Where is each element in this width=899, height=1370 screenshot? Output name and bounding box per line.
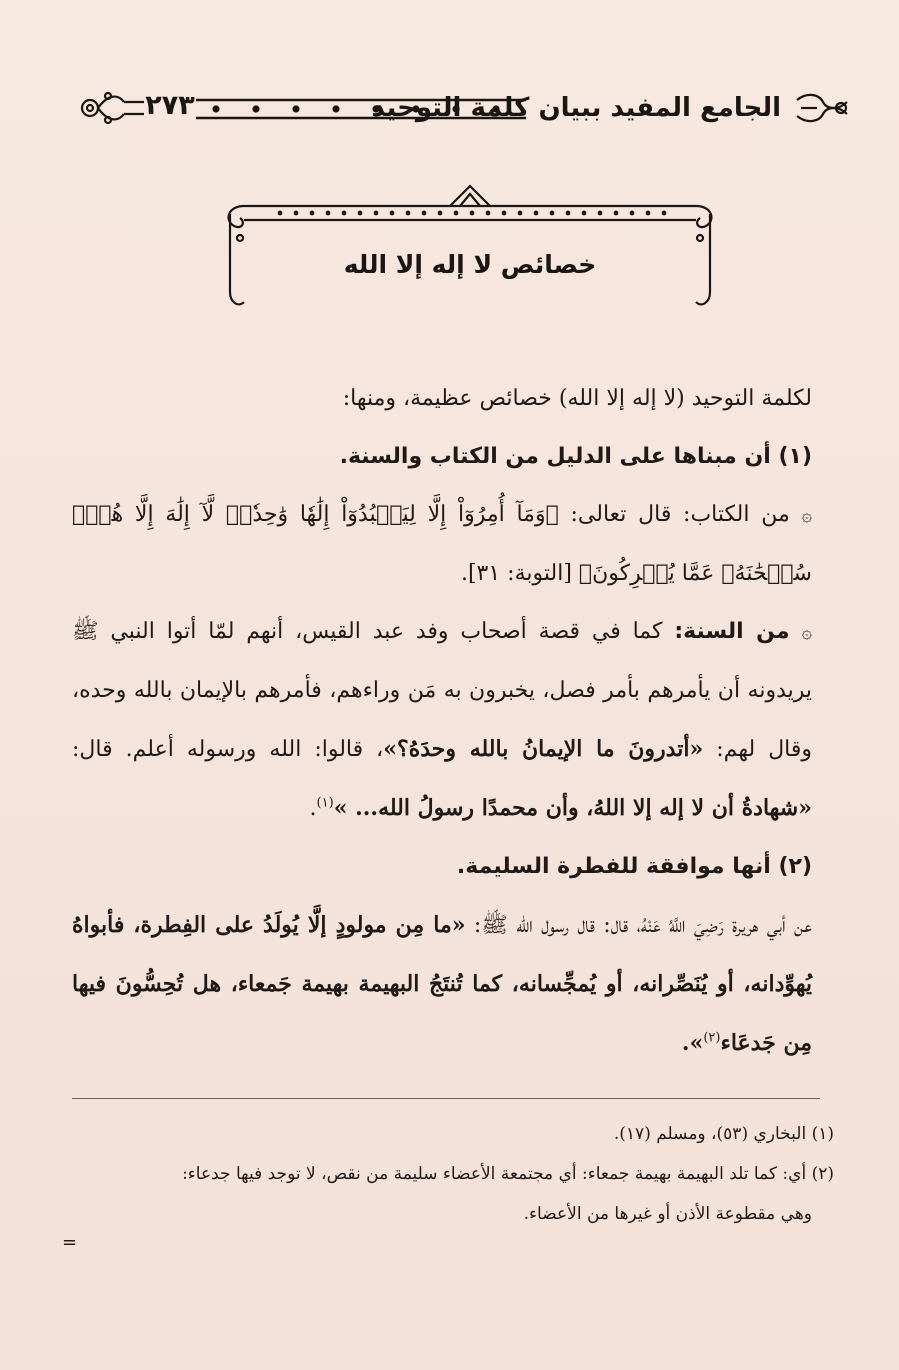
- sunnah-evidence-label: من السنة:: [674, 619, 790, 644]
- sunnah-evidence-paragraph: [72, 603, 834, 838]
- running-header: [78, 82, 853, 134]
- sunnah-end: .: [309, 796, 317, 821]
- quran-verse-part-2: إِلَٰهَ إِلَّا هُوَۚ سُبۡحَٰنَهُۥ عَمَّا يُشۡرِكُونَ﴾: [72, 502, 812, 586]
- footnotes: [72, 1114, 834, 1234]
- footnote-1: (١) البخاري (٥٣)، ومسلم (١٧).: [613, 1124, 834, 1144]
- chapter-title-frame: [220, 180, 720, 315]
- fitra-end: ».: [681, 1030, 704, 1056]
- body-text: [72, 370, 834, 1073]
- chapter-title: خصائص لا إله إلا الله: [343, 250, 597, 279]
- book-evidence-paragraph: [72, 486, 834, 603]
- footnote-ref-2[interactable]: (٢): [703, 1030, 721, 1046]
- quran-verse-part-1: ﴿وَمَآ أُمِرُوٓاْ إِلَّا لِيَعۡبُدُوٓاْ إِلَٰهٗا وَٰحِدٗاۖ لَّآ: [201, 502, 559, 527]
- book-title: الجامع المفيد ببيان كلمة التوحيد: [371, 93, 781, 123]
- ornament-star-icon: ۞: [801, 622, 812, 643]
- ornament-star-icon: ۞: [801, 505, 813, 526]
- quran-reference: [التوبة: ٣١].: [460, 561, 572, 586]
- header-ornament-right-icon: [793, 88, 853, 128]
- footnote-ref-1[interactable]: (١): [316, 795, 334, 811]
- sunnah-text-2: ، قالوا: الله ورسوله أعلم. قال:: [72, 737, 384, 762]
- hadith-quote-1: «أتدرونَ ما الإيمانُ بالله وحدَهُ؟»: [383, 736, 704, 762]
- book-evidence-label: من الكتاب: قال تعالى:: [570, 502, 790, 527]
- footnote-divider: [72, 1098, 820, 1099]
- fitra-intro: عن أبي هريرة رَضِيَ اللَّهُ عَنْهُ، قال: قال رسول الله ﷺ:: [473, 913, 812, 938]
- footnote-2-line-1: (٢) أي: كما تلد البهيمة بهيمة جمعاء: أي مجتمعة الأعضاء سليمة من نقص، لا توجد فيها جدعاء:: [182, 1164, 834, 1184]
- fitra-hadith: «ما مِن مولودٍ إلَّا يُولَدُ على الفِطرة، فأبواهُ يُهوِّدانه، أو يُنَصِّرانه، أو يُمجِّسانه، كما تُنتَجُ البهيمة بهيمة جَمعاء، هل تُحِسُّونَ فيها مِن جَدعَاء: [72, 912, 812, 1056]
- continuation-mark: =: [62, 1232, 78, 1253]
- point-2-heading: (٢) أنها موافقة للفطرة السليمة.: [456, 854, 812, 879]
- intro-paragraph: لكلمة التوحيد (لا إله إلا الله) خصائص عظيمة، ومنها:: [342, 386, 812, 411]
- page-number: ٢٧٣: [145, 90, 195, 121]
- hadith-quote-2: «شهادةُ أن لا إله إلا اللهُ، وأن محمدًا رسولُ الله... »: [333, 795, 812, 821]
- fitra-paragraph: [72, 896, 834, 1073]
- sunnah-text-1: كما في قصة أصحاب وفد عبد القيس، أنهم لمّا أتوا النبي ﷺ يريدونه أن يأمرهم بأمر فصل، يخبرون به مَن وراءهم، فأمرهم بالإيمان بالله وحده، وقال لهم:: [72, 619, 813, 762]
- footnote-2-line-2: وهي مقطوعة الأذن أو غيرها من الأعضاء.: [523, 1204, 812, 1224]
- point-1-heading: (١) أن مبناها على الدليل من الكتاب والسنة.: [339, 444, 812, 469]
